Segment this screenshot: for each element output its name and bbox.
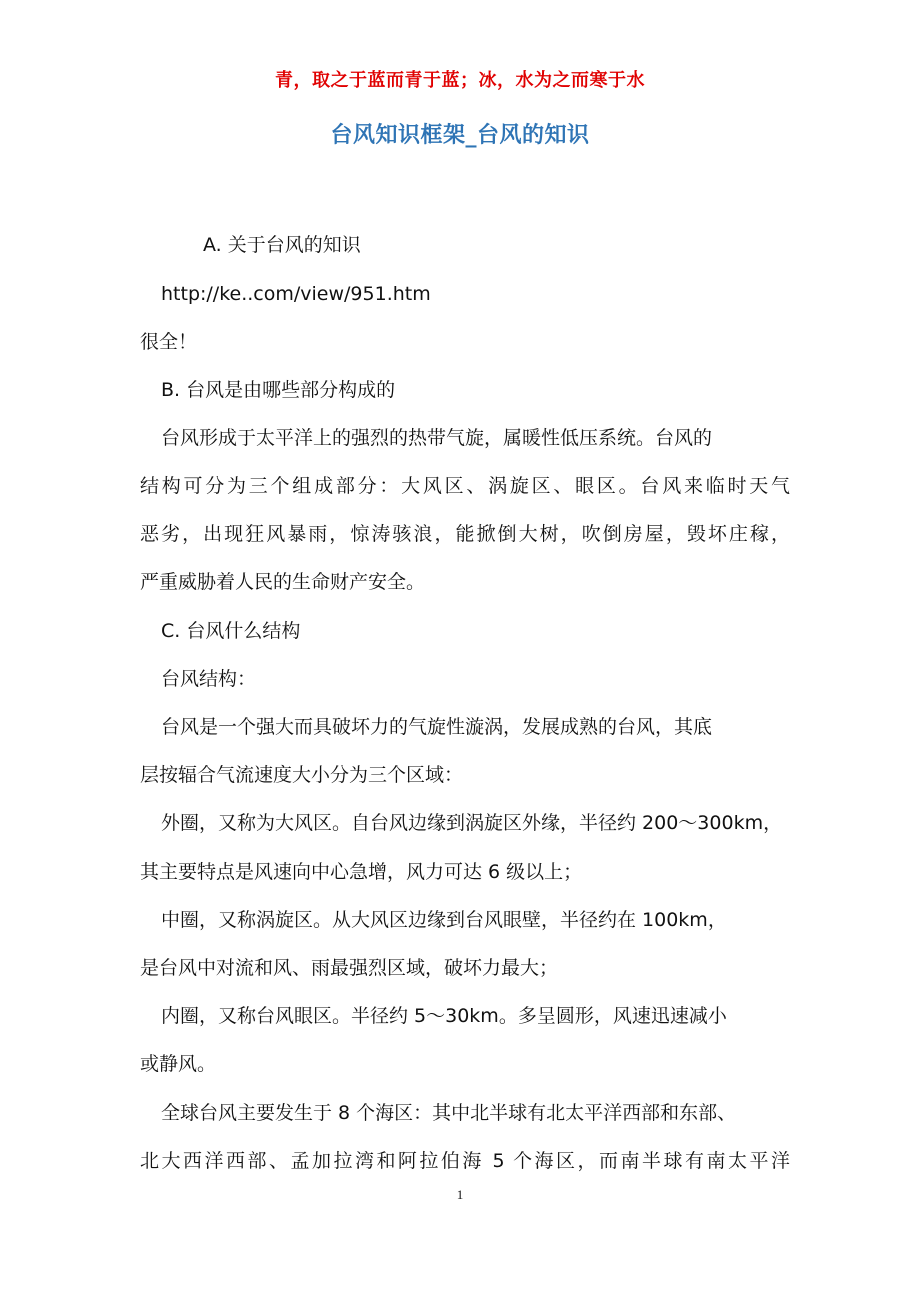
paragraph-line: 其主要特点是风速向中心急增，风力可达 6 级以上；	[140, 861, 583, 883]
paragraph-line: 台风结构：	[161, 668, 257, 690]
document-title: 台风知识框架_台风的知识	[330, 123, 590, 148]
paragraph-line: 全球台风主要发生于 8 个海区：其中北半球有北太平洋西部和东部、	[161, 1102, 737, 1124]
paragraph-line: 或静风。	[140, 1053, 217, 1075]
header-quote: 青，取之于蓝而青于蓝；冰，水为之而寒于水	[275, 70, 645, 91]
paragraph-line: 严重威胁着人民的生命财产安全。	[140, 571, 426, 593]
paragraph-line: 中圈，又称涡旋区。从大风区边缘到台风眼壁，半径约在 100km，	[161, 909, 727, 931]
paragraph-line: 层按辐合气流速度大小分为三个区域：	[140, 764, 464, 786]
paragraph-line: 台风形成于太平洋上的强烈的热带气旋，属暖性低压系统。台风的	[161, 427, 713, 449]
paragraph-line: 结构可分为三个组成部分：大风区、涡旋区、眼区。台风来临时天气	[140, 475, 790, 497]
paragraph-line: 内圈，又称台风眼区。半径约 5～30km。多呈圆形，风速迅速减小	[161, 1005, 727, 1027]
page-number: 1	[456, 1187, 464, 1202]
paragraph-line: 外圈，又称为大风区。自台风边缘到涡旋区外缘，半径约 200～300km，	[161, 812, 783, 834]
paragraph-line: 台风是一个强大而具破坏力的气旋性漩涡，发展成熟的台风，其底	[161, 716, 713, 738]
section-heading-c: C. 台风什么结构	[161, 620, 301, 642]
paragraph-line: 是台风中对流和风、雨最强烈区域，破坏力最大；	[140, 957, 559, 979]
paragraph-line: 很全！	[140, 331, 198, 353]
paragraph-line: 北大西洋西部、孟加拉湾和阿拉伯海 5 个海区，而南半球有南太平洋	[140, 1150, 790, 1172]
section-heading-b: B. 台风是由哪些部分构成的	[161, 379, 396, 401]
url-link[interactable]: http://ke..com/view/951.htm	[161, 283, 431, 305]
paragraph-line: 恶劣，出现狂风暴雨，惊涛骇浪，能掀倒大树，吹倒房屋，毁坏庄稼，	[140, 523, 790, 545]
section-heading-a: A. 关于台风的知识	[203, 234, 361, 256]
